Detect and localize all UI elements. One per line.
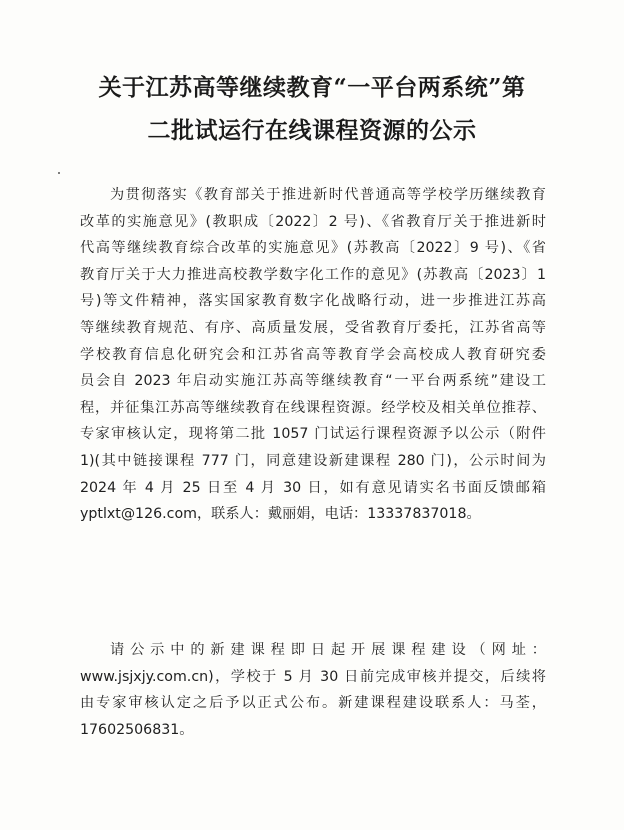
paragraph-1-line: 2024 年 4 月 25 日至 4 月 30 日，如有意见请实名书面反馈邮箱: [80, 479, 546, 496]
paragraph-1-line: 教育厅关于大力推进高校教学数字化工作的意见》(苏教高〔2023〕1: [80, 266, 546, 283]
title-line-1: 关于江苏高等继续教育“一平台两系统”第: [98, 74, 526, 101]
paragraph-1-line: 改革的实施意见》(教职成〔2022〕2 号)、《省教育厅关于推进新时: [80, 213, 546, 230]
paragraph-1-line: 代高等继续教育综合改革的实施意见》(苏教高〔2022〕9 号)、《省: [80, 240, 546, 257]
paragraph-2-line: 由专家审核认定之后予以正式公布。新建课程建设联系人：马荃，: [80, 695, 546, 712]
paragraph-2-line: www.jsjxjy.com.cn)，学校于 5 月 30 日前完成审核并提交，后续将: [80, 668, 546, 685]
scan-speck: [58, 172, 60, 174]
document-title: [40, 66, 584, 152]
title-line-2: 二批试运行在线课程资源的公示: [147, 117, 477, 144]
paragraph-1-line: 程，并征集江苏高等继续教育在线课程资源。经学校及相关单位推荐、: [80, 399, 546, 416]
paragraph-1-line: 为贯彻落实《教育部关于推进新时代普通高等学校学历继续教育: [110, 187, 546, 203]
paragraph-2-line: 17602506831。: [80, 721, 194, 738]
paragraph-1: [80, 182, 546, 528]
paragraph-1-line: 等继续教育规范、有序、高质量发展，受省教育厅委托，江苏省高等: [80, 319, 546, 336]
paragraph-2-line: 请公示中的新建课程即日起开展课程建设（网址：: [110, 642, 546, 658]
paragraph-1-line: yptlxt@126.com，联系人：戴丽娟，电话：13337837018。: [80, 506, 481, 523]
paragraph-1-line: 学校教育信息化研究会和江苏省高等教育学会高校成人教育研究委: [80, 346, 546, 363]
paragraph-1-line: 1)(其中链接课程 777 门，同意建设新建课程 280 门)，公示时间为: [80, 452, 546, 469]
paragraph-1-line: 员会自 2023 年启动实施江苏高等继续教育“一平台两系统”建设工: [80, 373, 546, 390]
paragraph-1-line: 号)等文件精神，落实国家教育数字化战略行动，进一步推进江苏高: [80, 293, 546, 310]
paragraph-1-line: 专家审核认定，现将第二批 1057 门试运行课程资源予以公示（附件: [80, 426, 546, 443]
paragraph-2: [80, 637, 546, 743]
